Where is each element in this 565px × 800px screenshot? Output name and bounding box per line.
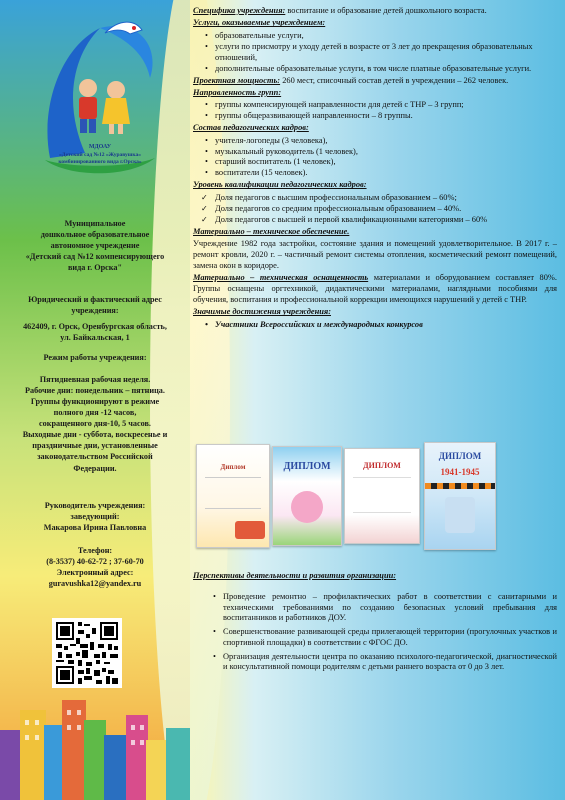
phone-value: (8-3537) 40-62-72 ; 37-60-70 [46,557,144,567]
head-block [10,500,180,533]
schedule-line: Выходные дни - суббота, воскресенье и [22,430,168,440]
head-title: заведующий: [70,512,120,522]
list-item: ✓ Доля педагогов с высшим профессиональным образованием – 60%; [201,193,557,204]
mat-text: Учреждение 1982 года застройки, состояние здания и помещений удовлетворительное. В 2017 г. – ремонт кровли, 2020 г. – частичный ремонт системы отопления, косметический ремонт помещений, замена окон в коридоре. [193,238,557,270]
list-item: • группы компенсирующей направленности для детей с ТНР – 3 групп; [205,100,557,111]
tech-label: Материально – техническая оснащенность [193,273,369,283]
logo-org-short: МДОАУ [88,144,112,150]
services-list [193,31,557,75]
list-item: • Совершенствование развивающей среды прилегающей территории (прогулочных участков и спортивной площадки) в соответствии с ФГОС ДО. [213,627,557,649]
diploma-title: ДИПЛОМ [438,451,482,461]
list-item: • дополнительные образовательные услуги, в том числе платные образовательные услуги. [205,64,557,75]
schedule-title: Режим работы учреждения: [43,353,147,362]
schedule-line: Пятидневная рабочая неделя. [39,375,151,384]
list-item: • Участники Всероссийских и международных конкурсов [205,320,557,331]
diploma-lines [353,477,411,513]
schedule-line: праздничные дни, установленные [32,441,158,451]
email-title: Электронный адрес: [56,568,134,578]
schedule-line: сокращенного дня-10, 5 часов. [39,419,151,429]
diplomas-gallery [196,442,516,552]
list-item: • образовательные услуги, [205,31,557,42]
phone-title: Телефон: [77,546,113,555]
org-name-line: Муниципальное [64,219,126,228]
address-title: учреждения: [71,306,119,316]
org-name-line: «Детский сад №12 компенсирующего [25,252,165,262]
list-item: • воспитатели (15 человек). [205,168,557,179]
address-block [10,294,180,343]
city-buildings-icon [0,690,190,800]
ach-list [193,320,557,331]
ach-label: Значимые достижения учреждения: [193,307,331,317]
diploma-decoration [445,497,475,533]
spec-label: Специфика учреждения: [193,6,286,15]
diploma-lines [205,477,261,509]
staff-heading [193,123,557,134]
staff-list [193,136,557,180]
list-item: • старший воспитатель (1 человек), [205,157,557,168]
left-panel [0,0,190,800]
capacity-text: 260 мест, списочный состав детей в учреждении – 262 человек. [280,75,509,85]
perspectives-title: Перспективы деятельности и развития организации: [193,571,397,580]
staff-label: Состав педагогических кадров: [193,123,309,133]
qual-label: Уровень квалификации педагогических кадров: [193,180,367,190]
mat-label: Материально – техническое обеспечение. [193,226,350,236]
ach-heading [193,307,557,318]
diploma-decoration [291,491,323,523]
logo-org-line1: «Детский сад №12 «Журавушка» [58,152,142,158]
services-heading [193,18,557,29]
main-content [193,6,557,332]
spec-text: воспитание и образование детей дошкольного возраста. [285,6,487,15]
address-line: ул. Байкальская, 1 [60,333,130,343]
org-name-line: дошкольное образовательное [40,230,150,240]
capacity-label: Проектная мощность: [193,75,281,85]
schedule-line: Рабочие дни: понедельник – пятница. [25,386,165,396]
spec-paragraph [193,6,557,17]
diploma-title: Диплом [220,463,246,471]
crane-logo-icon [30,8,170,178]
head-title: Руководитель учреждения: [44,501,146,510]
st-george-ribbon [425,483,495,489]
qr-code-icon[interactable] [52,618,122,688]
contacts-block [10,545,180,589]
qual-list [193,193,557,226]
mat-heading [193,227,557,238]
list-item: • услуги по присмотру и уходу детей в возрасте от 3 лет до прекращения образовательных отношений, [205,42,557,64]
diploma-title: ДИПЛОМ [363,461,401,470]
address-line: 462409, г. Орск, Оренбургская область, [23,322,167,332]
groups-heading [193,88,557,99]
perspectives-list [193,592,557,673]
diploma-years: 1941-1945 [440,467,480,477]
groups-list [193,100,557,122]
groups-label: Направленность групп: [193,87,282,97]
tech-paragraph [193,273,557,306]
diploma-decoration [235,521,265,539]
org-name-block [10,218,180,273]
diploma-image-2 [272,446,342,546]
tech-text: материалами и оборудованием составляет 80%. Группы оснащены оргтехникой, дидактическими материалами, наглядными пособиями для обучения, воспитания и профессиональной коррекции имеющихся нарушений у детей с ТНР. [193,273,557,305]
list-item: • музыкальный руководитель (1 человек), [205,147,557,158]
qual-heading [193,180,557,191]
list-item: • группы общеразвивающей направленности – 8 группы. [205,111,557,122]
diploma-title: ДИПЛОМ [283,461,331,472]
org-name-line: вида г. Орска" [67,263,123,273]
list-item: ✓ Доля педагогов с высшей и первой квалификационными категориями – 60% [201,215,557,226]
org-name-line: автономное учреждение [50,241,140,251]
head-name: Макарова Ирина Павловна [43,523,147,533]
address-title: Юридический и фактический адрес [28,295,162,304]
list-item: • Организация деятельности центра по оказанию психолого-педагогической, диагностической и консультативной помощи родителям с детьми раннего возраста от 0 до 3 лет. [213,652,557,674]
perspectives-section [193,571,557,676]
email-value[interactable]: guravushka12@yandex.ru [48,579,142,589]
diploma-image-3 [344,448,420,544]
diploma-image-4 [424,442,496,550]
schedule-line: полного дня -12 часов, [53,408,137,418]
capacity-paragraph [193,76,557,87]
services-label: Услуги, оказываемые учреждением: [193,18,326,28]
schedule-line: Федерации. [73,463,117,473]
list-item: • учителя-логопеды (3 человека), [205,136,557,147]
schedule-block [10,374,180,474]
list-item: ✓ Доля педагогов со средним профессиональным образованием – 40%. [201,204,557,215]
schedule-line: законодательством Российской [37,452,153,462]
list-item: • Проведение ремонтно – профилактических работ в соответствии с санитарными и техническими требованиями по созданию безопасных условий пребывания для воспитанников и работников ДОУ. [213,592,557,624]
logo-org-line2: комбинированного вида г.Орска» [58,159,142,165]
schedule-line: Группы функционируют в режиме [30,397,160,407]
diploma-image-1 [196,444,270,548]
